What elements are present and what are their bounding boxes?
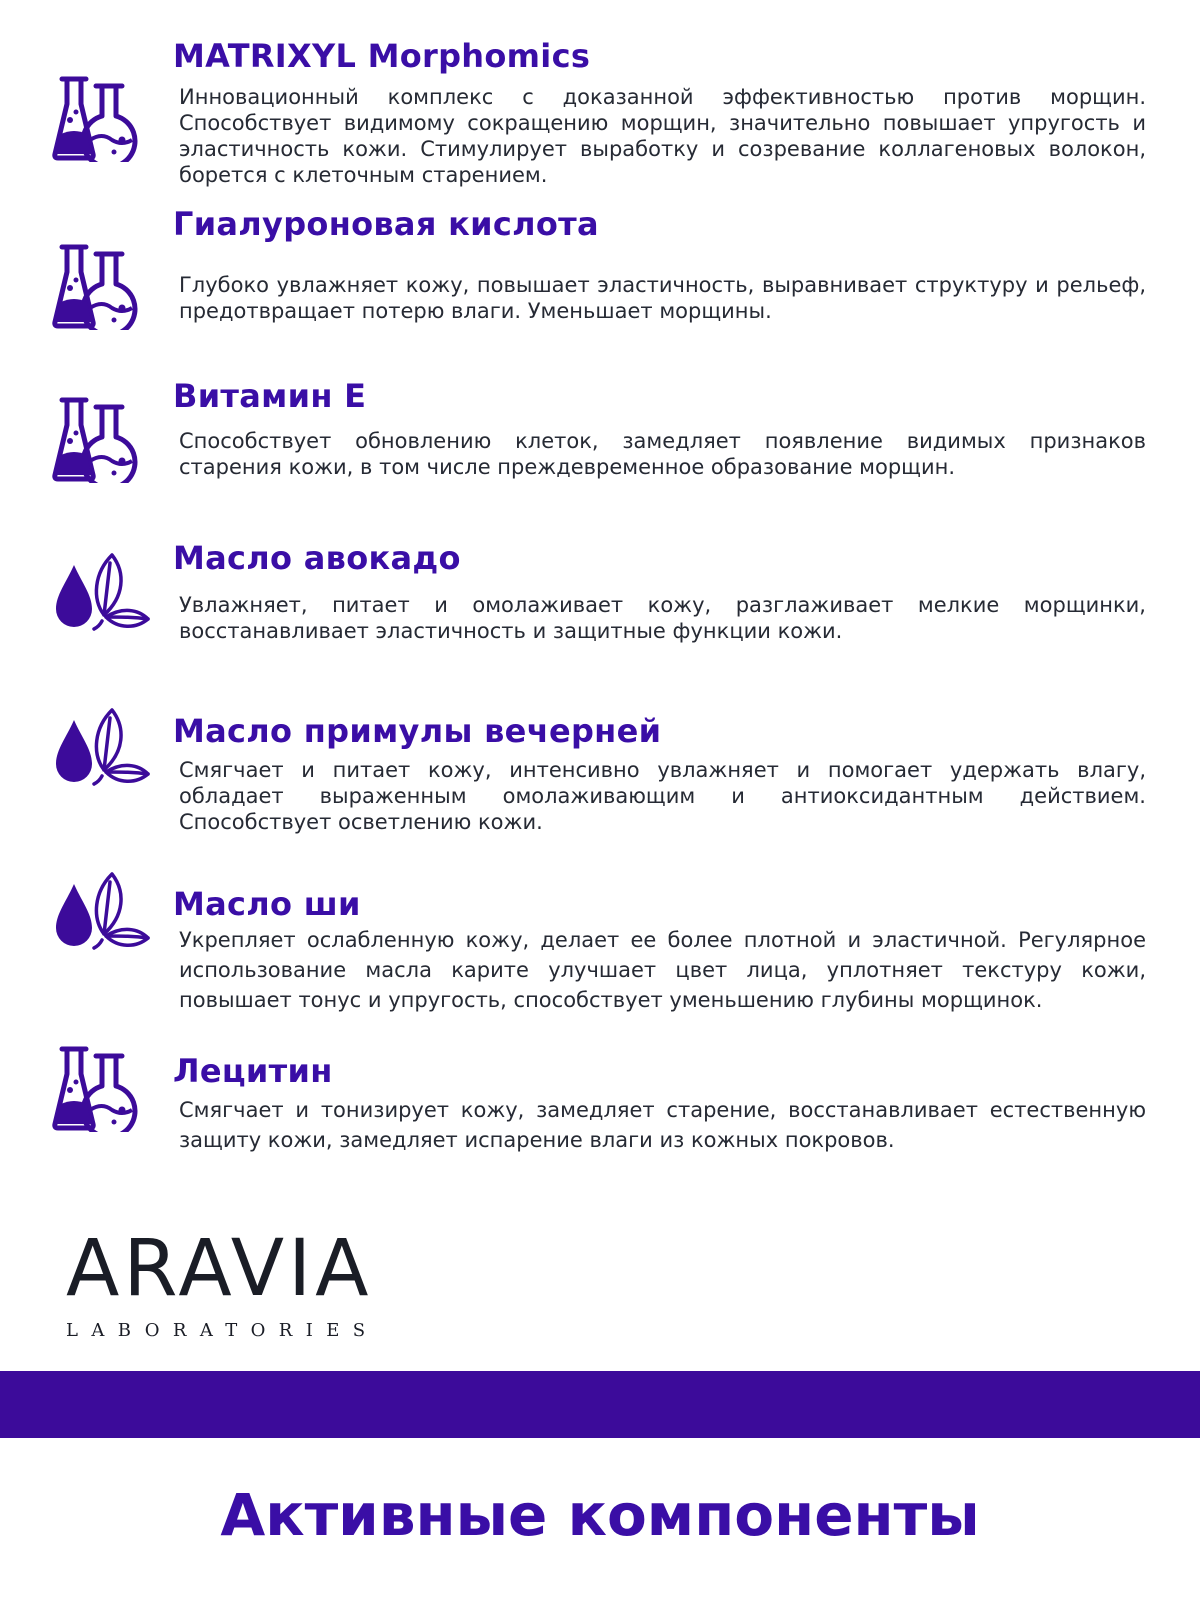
ingredient-description: Смягчает и питает кожу, интенсивно увлажняет и помогает удержать влагу, обладает выраженным омолаживающим и антиоксидантным действием. Способствует осветлению кожи. — [179, 758, 1146, 834]
ingredient-title: Масло ши — [173, 885, 361, 923]
flask-icon — [52, 395, 138, 483]
ingredient-description: Увлажняет, питает и омолаживает кожу, разглаживает мелкие морщинки, восстанавливает эластичность и защитные функции кожи. — [179, 593, 1146, 643]
ingredient-description: Укрепляет ослабленную кожу, делает ее более плотной и эластичной. Регулярное использование масла карите улучшает цвет лица, уплотняет текстуру кожи, повышает тонус и упругость, способствует уменьшению глубины морщинок. — [179, 928, 1146, 1012]
ingredient-title: Лецитин — [173, 1052, 333, 1090]
flask-icon — [52, 1044, 138, 1132]
ingredient-description: Инновационный комплекс с доказанной эффективностью против морщин. Способствует видимому сокращению морщин, значительно повышает упругость и эластичность кожи. Стимулирует выработку и созревание коллагеновых волокон, борется с клеточным старением. — [179, 85, 1146, 187]
ingredient-description: Глубоко увлажняет кожу, повышает эластичность, выравнивает структуру и рельеф, предотвращает потерю влаги. Уменьшает морщины. — [179, 273, 1146, 323]
oil-leaf-icon — [52, 870, 152, 950]
oil-leaf-icon — [52, 706, 152, 786]
ingredient-title: Витамин Е — [173, 377, 367, 415]
brand-logo — [66, 1224, 406, 1341]
ingredient-title: Масло авокадо — [173, 539, 461, 577]
accent-band — [0, 1371, 1200, 1438]
oil-leaf-icon — [52, 551, 152, 631]
ingredient-title: Гиалуроновая кислота — [173, 205, 599, 243]
ingredient-description: Смягчает и тонизирует кожу, замедляет старение, восстанавливает естественную защиту кожи, замедляет испарение влаги из кожных покровов. — [179, 1098, 1146, 1152]
flask-icon — [52, 74, 138, 162]
logo-subtitle: LABORATORIES — [66, 1320, 379, 1341]
page-title: Активные компоненты — [220, 1481, 980, 1549]
ingredient-title: Масло примулы вечерней — [173, 712, 662, 750]
ingredient-description: Способствует обновлению клеток, замедляет появление видимых признаков старения кожи, в том числе преждевременное образование морщин. — [179, 429, 1146, 479]
logo-name: ARAVIA — [66, 1224, 373, 1314]
flask-icon — [52, 242, 138, 330]
ingredient-title: MATRIXYL Morphomics — [173, 37, 591, 75]
